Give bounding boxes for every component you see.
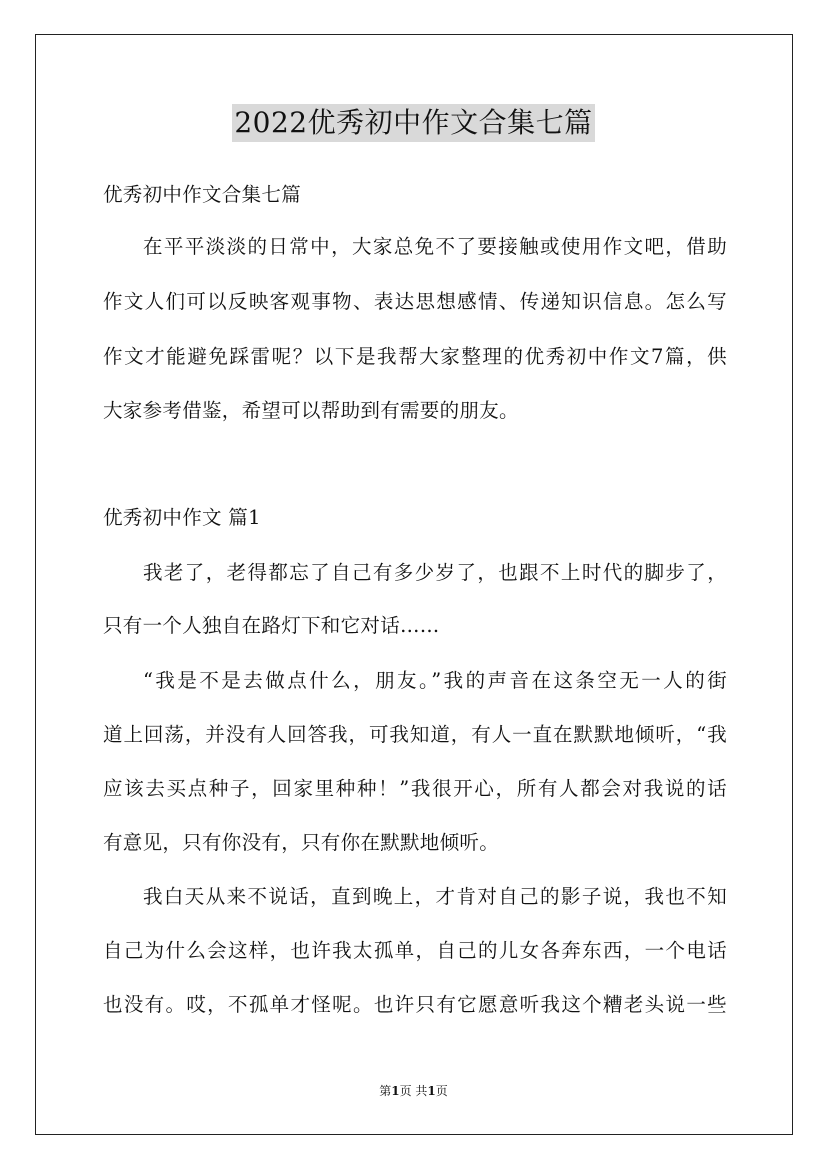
page-footer: [0, 1083, 827, 1099]
para2-line-3: 应该去买点种子，回家里种种！”我很开心，所有人都会对我说的话: [103, 777, 727, 800]
footer-page-current: 1: [391, 1084, 400, 1098]
para3-line-2: 自己为什么会这样，也许我太孤单，自己的儿女各奔东西，一个电话: [103, 939, 727, 962]
title-container: [0, 104, 827, 142]
document-subtitle: 优秀初中作文合集七篇: [103, 183, 302, 206]
para2-line-2: 道上回荡，并没有人回答我，可我知道，有人一直在默默地倾听，“我: [103, 723, 727, 746]
intro-line-2: 作文人们可以反映客观事物、表达思想感情、传递知识信息。怎么写: [103, 290, 727, 313]
para1-line-2: 只有一个人独自在路灯下和它对话……: [103, 614, 440, 637]
footer-page-prefix: 第: [379, 1084, 392, 1098]
intro-line-3: 作文才能避免踩雷呢？以下是我帮大家整理的优秀初中作文7篇，供: [103, 345, 727, 368]
section-heading: 优秀初中作文 篇1: [103, 506, 261, 529]
intro-line-1: 在平平淡淡的日常中，大家总免不了要接触或使用作文吧，借助: [143, 235, 727, 258]
intro-line-4: 大家参考借鉴，希望可以帮助到有需要的朋友。: [103, 399, 519, 422]
footer-page-total: 1: [427, 1084, 436, 1098]
document-title: 2022优秀初中作文合集七篇: [232, 104, 594, 142]
para1-line-1: 我老了，老得都忘了自己有多少岁了，也跟不上时代的脚步了，: [143, 561, 727, 584]
para2-line-1: “我是不是去做点什么，朋友。”我的声音在这条空无一人的街: [143, 669, 727, 692]
footer-page-suffix: 页: [435, 1084, 448, 1098]
para3-line-3: 也没有。哎，不孤单才怪呢。也许只有它愿意听我这个糟老头说一些: [103, 993, 727, 1016]
footer-page-mid: 页 共: [399, 1084, 428, 1098]
para3-line-1: 我白天从来不说话，直到晚上，才肯对自己的影子说，我也不知: [143, 885, 727, 908]
para2-line-4: 有意见，只有你没有，只有你在默默地倾听。: [103, 831, 500, 854]
